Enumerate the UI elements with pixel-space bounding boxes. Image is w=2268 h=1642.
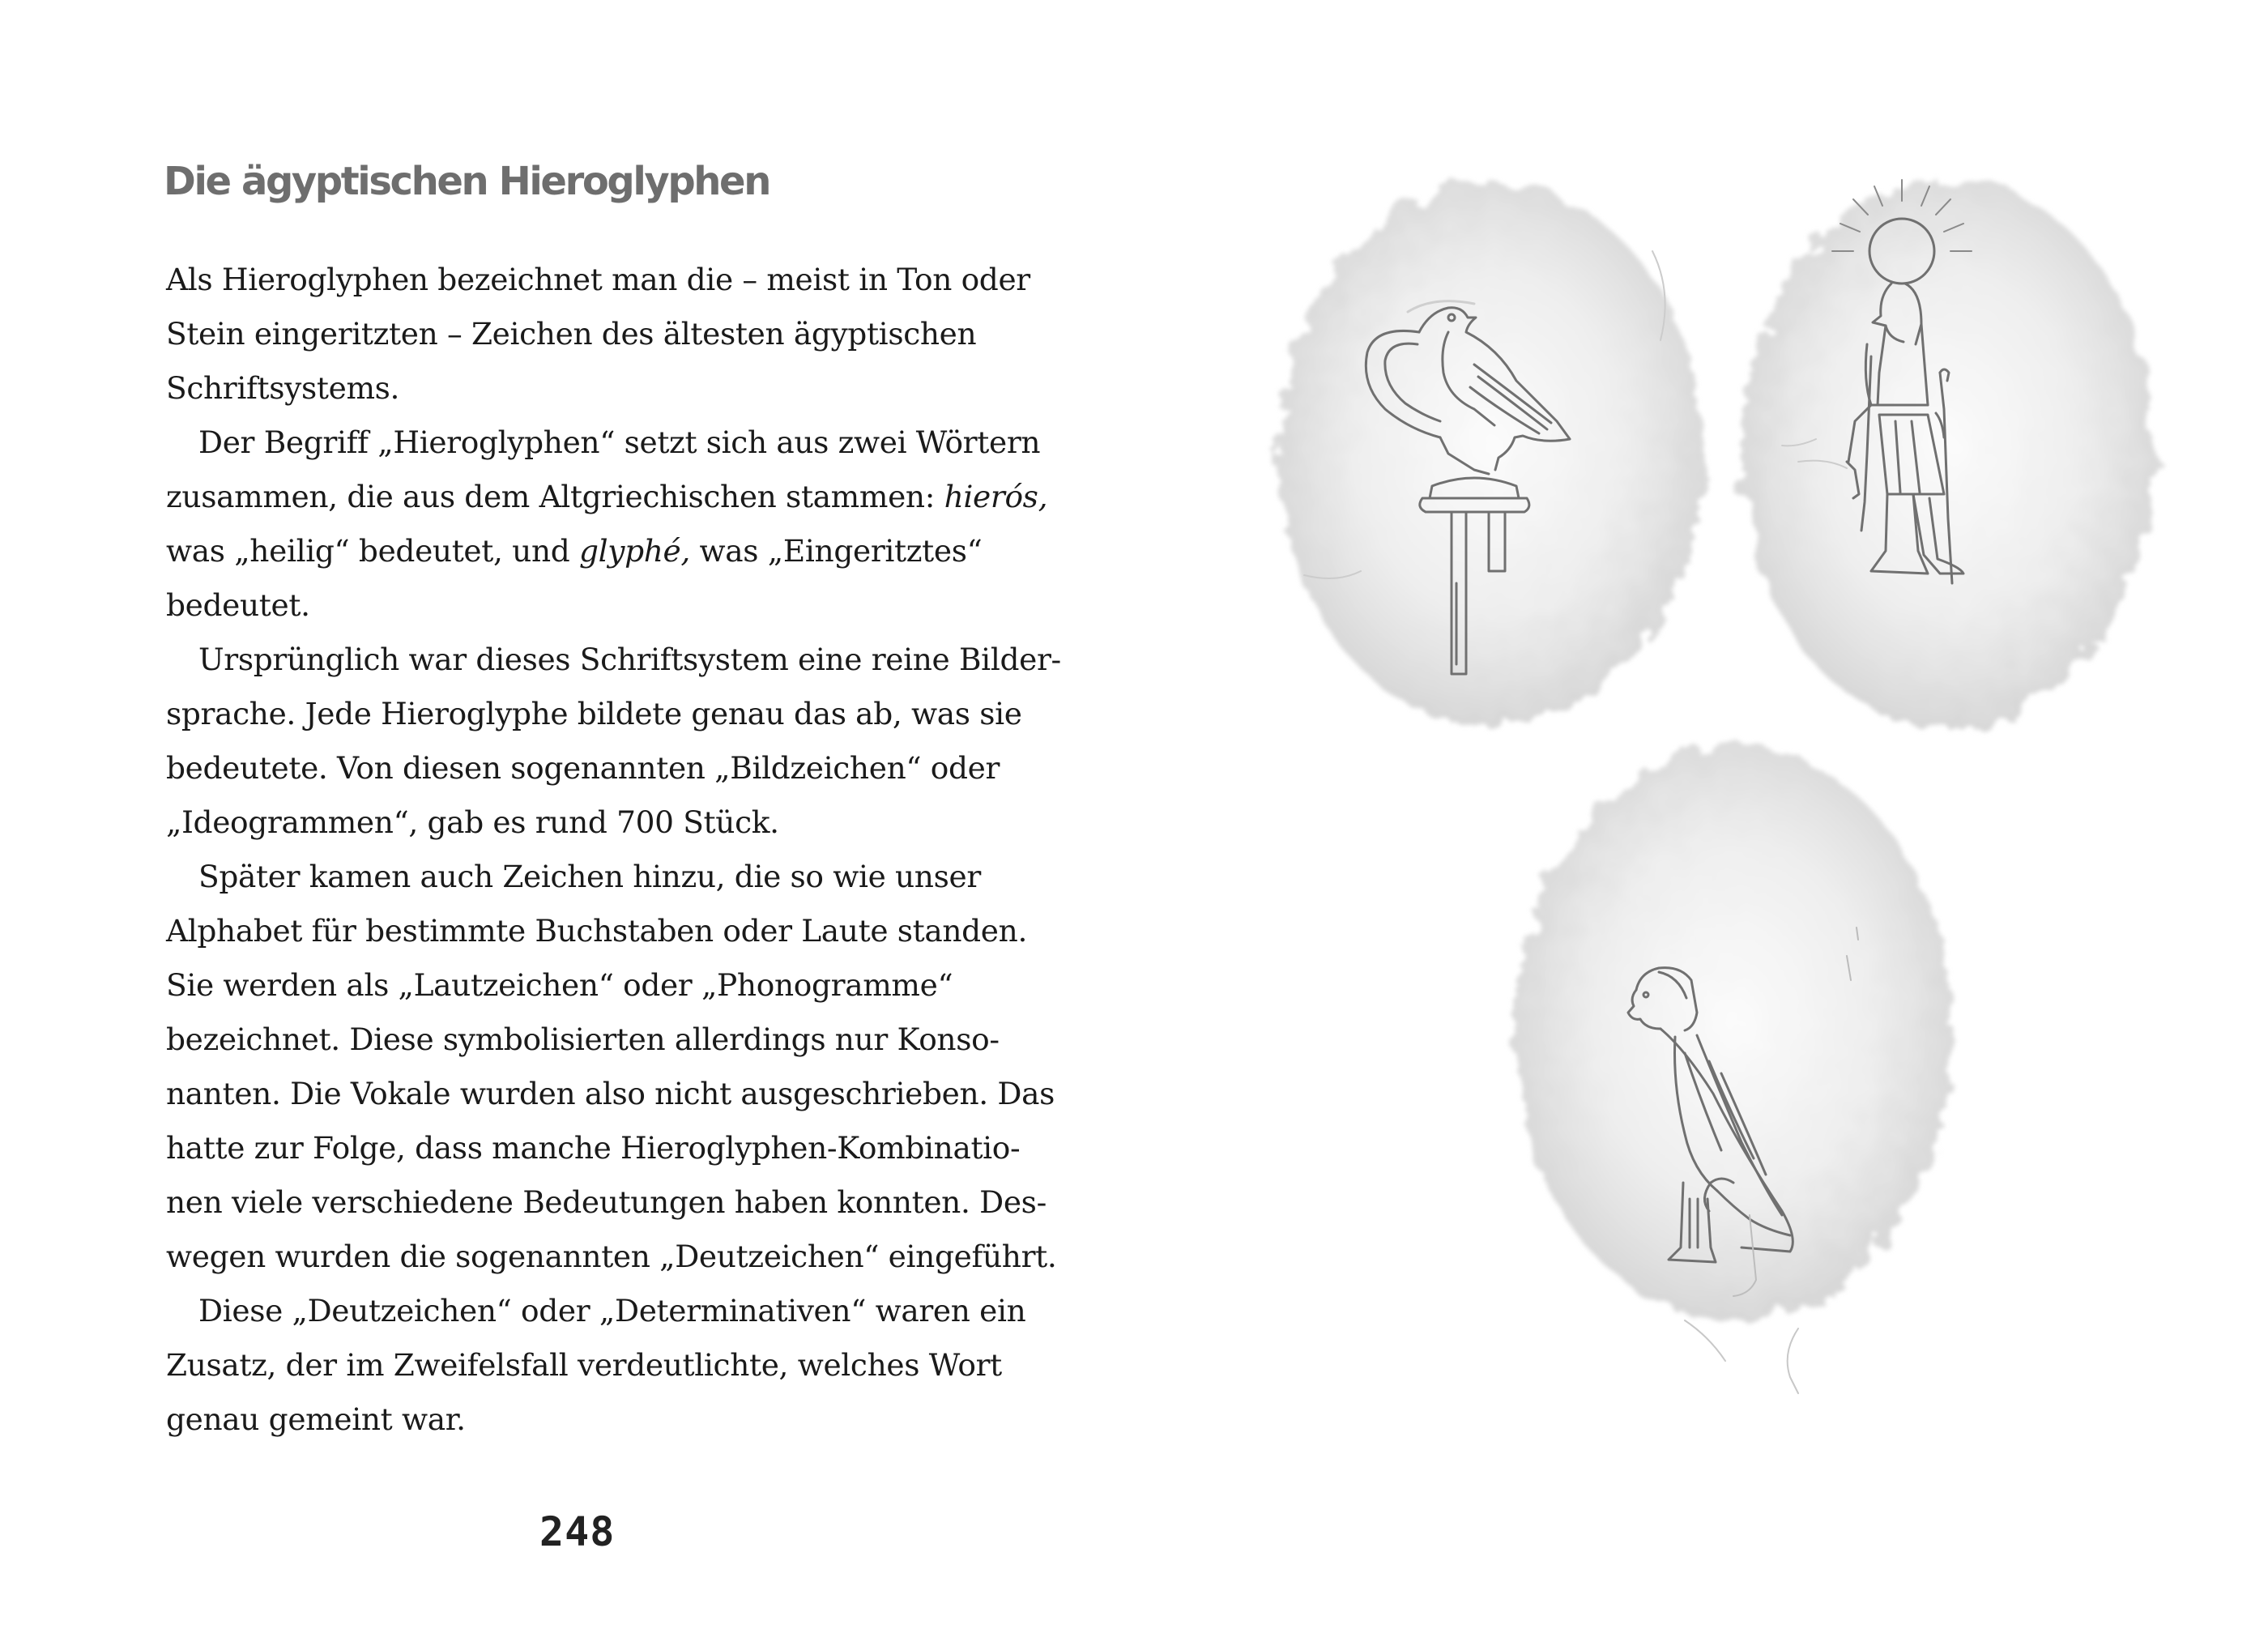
stone-tablet-ra	[1742, 178, 2155, 729]
text-line: bezeichnet. Diese symbolisierten allerdings nur Konso-	[166, 1021, 1000, 1057]
text-line: hatte zur Folge, dass manche Hieroglyphen-Kombinatio-	[166, 1130, 1021, 1166]
text-line: nen viele verschiedene Bedeutungen haben konnten. Des-	[166, 1184, 1047, 1220]
page-title: Die ägyptischen Hieroglyphen	[164, 159, 770, 204]
stone-shape	[1278, 182, 1703, 725]
text-segment: was „Eingeritztes“	[689, 533, 983, 569]
text-line: Alphabet für bestimmte Buchstaben oder Laute standen.	[166, 913, 1028, 949]
text-line: Diese „Deutzeichen“ oder „Determinativen“ waren ein	[198, 1293, 1026, 1329]
text-line	[166, 470, 1048, 524]
text-line: bedeutet.	[166, 587, 310, 623]
italic-term-glyphe: glyphé,	[578, 533, 690, 569]
stone-tablet-ba-bird	[1515, 745, 1952, 1393]
text-line: genau gemeint war.	[166, 1401, 466, 1437]
text-line: wegen wurden die sogenannten „Deutzeichen“ eingeführt.	[166, 1239, 1057, 1274]
text-line: Ursprünglich war dieses Schriftsystem eine reine Bilder-	[198, 642, 1061, 677]
text-line	[166, 524, 1008, 578]
text-line: „Ideogrammen“, gab es rund 700 Stück.	[166, 804, 779, 840]
text-line: sprache. Jede Hieroglyphe bildete genau das ab, was sie	[166, 696, 1022, 731]
text-segment: was „heilig“ bedeutet, und	[166, 533, 579, 569]
text-line: Als Hieroglyphen bezeichnet man die – meist in Ton oder	[166, 262, 1030, 297]
text-line: bedeutete. Von diesen sogenannten „Bildzeichen“ oder	[166, 750, 1000, 786]
text-line: Stein eingeritzten – Zeichen des ältesten ägyptischen	[166, 316, 977, 352]
text-segment: zusammen, die aus dem Altgriechischen stammen:	[166, 479, 944, 514]
page-number: 248	[539, 1508, 616, 1555]
text-line: Später kamen auch Zeichen hinzu, die so wie unser	[198, 859, 981, 894]
text-line: Schriftsystems.	[166, 370, 400, 406]
text-line: Der Begriff „Hieroglyphen“ setzt sich aus zwei Wörtern	[198, 424, 1041, 460]
text-line: Zusatz, der im Zweifelsfall verdeutlichte, welches Wort	[166, 1347, 1002, 1383]
stone-tablet-falcon	[1278, 182, 1703, 725]
italic-term-hieros: hierós,	[944, 479, 1048, 514]
text-line: nanten. Die Vokale wurden also nicht ausgeschrieben. Das	[166, 1076, 1055, 1111]
hieroglyph-illustrations	[1231, 130, 2203, 1491]
stone-shape	[1742, 178, 2155, 729]
body-text	[166, 253, 1061, 1447]
stone-shape	[1515, 745, 1952, 1320]
text-line: Sie werden als „Lautzeichen“ oder „Phonogramme“	[166, 967, 953, 1003]
